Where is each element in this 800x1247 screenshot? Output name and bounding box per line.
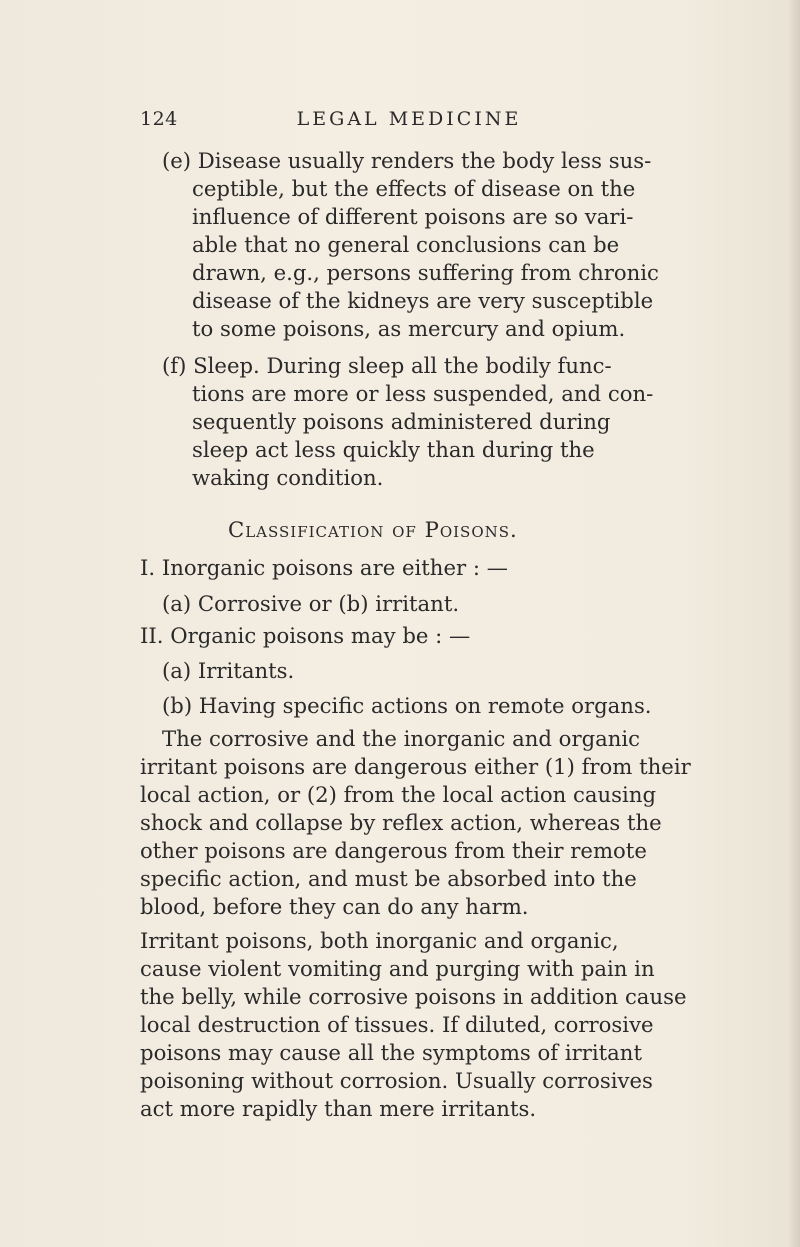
text-line: influence of different poisons are so vari- [192, 204, 634, 229]
list-item: I. Inorganic poisons are either : — [140, 555, 508, 580]
text-line: poisons may cause all the symptoms of irritant [140, 1040, 642, 1065]
list-item: (a) Corrosive or (b) irritant. [162, 591, 460, 616]
text-line: tions are more or less suspended, and con- [192, 381, 654, 406]
page-edge-shadow [788, 0, 800, 1247]
page-number: 124 [140, 108, 178, 130]
text-line: local action, or (2) from the local action causing [140, 782, 657, 807]
section-heading: Classification of Poisons. [228, 517, 518, 542]
list-item: (b) Having specific actions on remote organs. [162, 693, 652, 718]
text-line: shock and collapse by reflex action, whereas the [140, 810, 662, 835]
text-line: The corrosive and the inorganic and organic [162, 726, 641, 751]
text-line: local destruction of tissues. If diluted, corrosive [140, 1012, 654, 1037]
text-line: waking condition. [192, 465, 384, 490]
text-line: sequently poisons administered during [192, 409, 611, 434]
text-line: (f) Sleep. During sleep all the bodily func- [162, 353, 612, 378]
text-line: sleep act less quickly than during the [192, 437, 595, 462]
text-line: act more rapidly than mere irritants. [140, 1096, 537, 1121]
text-line: to some poisons, as mercury and opium. [192, 316, 626, 341]
text-line: disease of the kidneys are very susceptible [192, 288, 654, 313]
text-line: (e) Disease usually renders the body less sus- [162, 148, 652, 173]
list-item: (a) Irritants. [162, 658, 295, 683]
text-line: able that no general conclusions can be [192, 232, 620, 257]
text-line: other poisons are dangerous from their remote [140, 838, 647, 863]
list-item: II. Organic poisons may be : — [140, 623, 471, 648]
text-line: blood, before they can do any harm. [140, 894, 529, 919]
text-line: poisoning without corrosion. Usually corrosives [140, 1068, 653, 1093]
running-head [0, 108, 800, 138]
text-line: ceptible, but the effects of disease on the [192, 176, 636, 201]
text-line: specific action, and must be absorbed into the [140, 866, 637, 891]
text-line: Irritant poisons, both inorganic and organic, [140, 928, 619, 953]
text-line: drawn, e.g., persons suffering from chronic [192, 260, 659, 285]
running-title: LEGAL MEDICINE [296, 108, 522, 130]
text-line: irritant poisons are dangerous either (1) from their [140, 754, 691, 779]
text-line: the belly, while corrosive poisons in addition cause [140, 984, 687, 1009]
text-line: cause violent vomiting and purging with pain in [140, 956, 655, 981]
